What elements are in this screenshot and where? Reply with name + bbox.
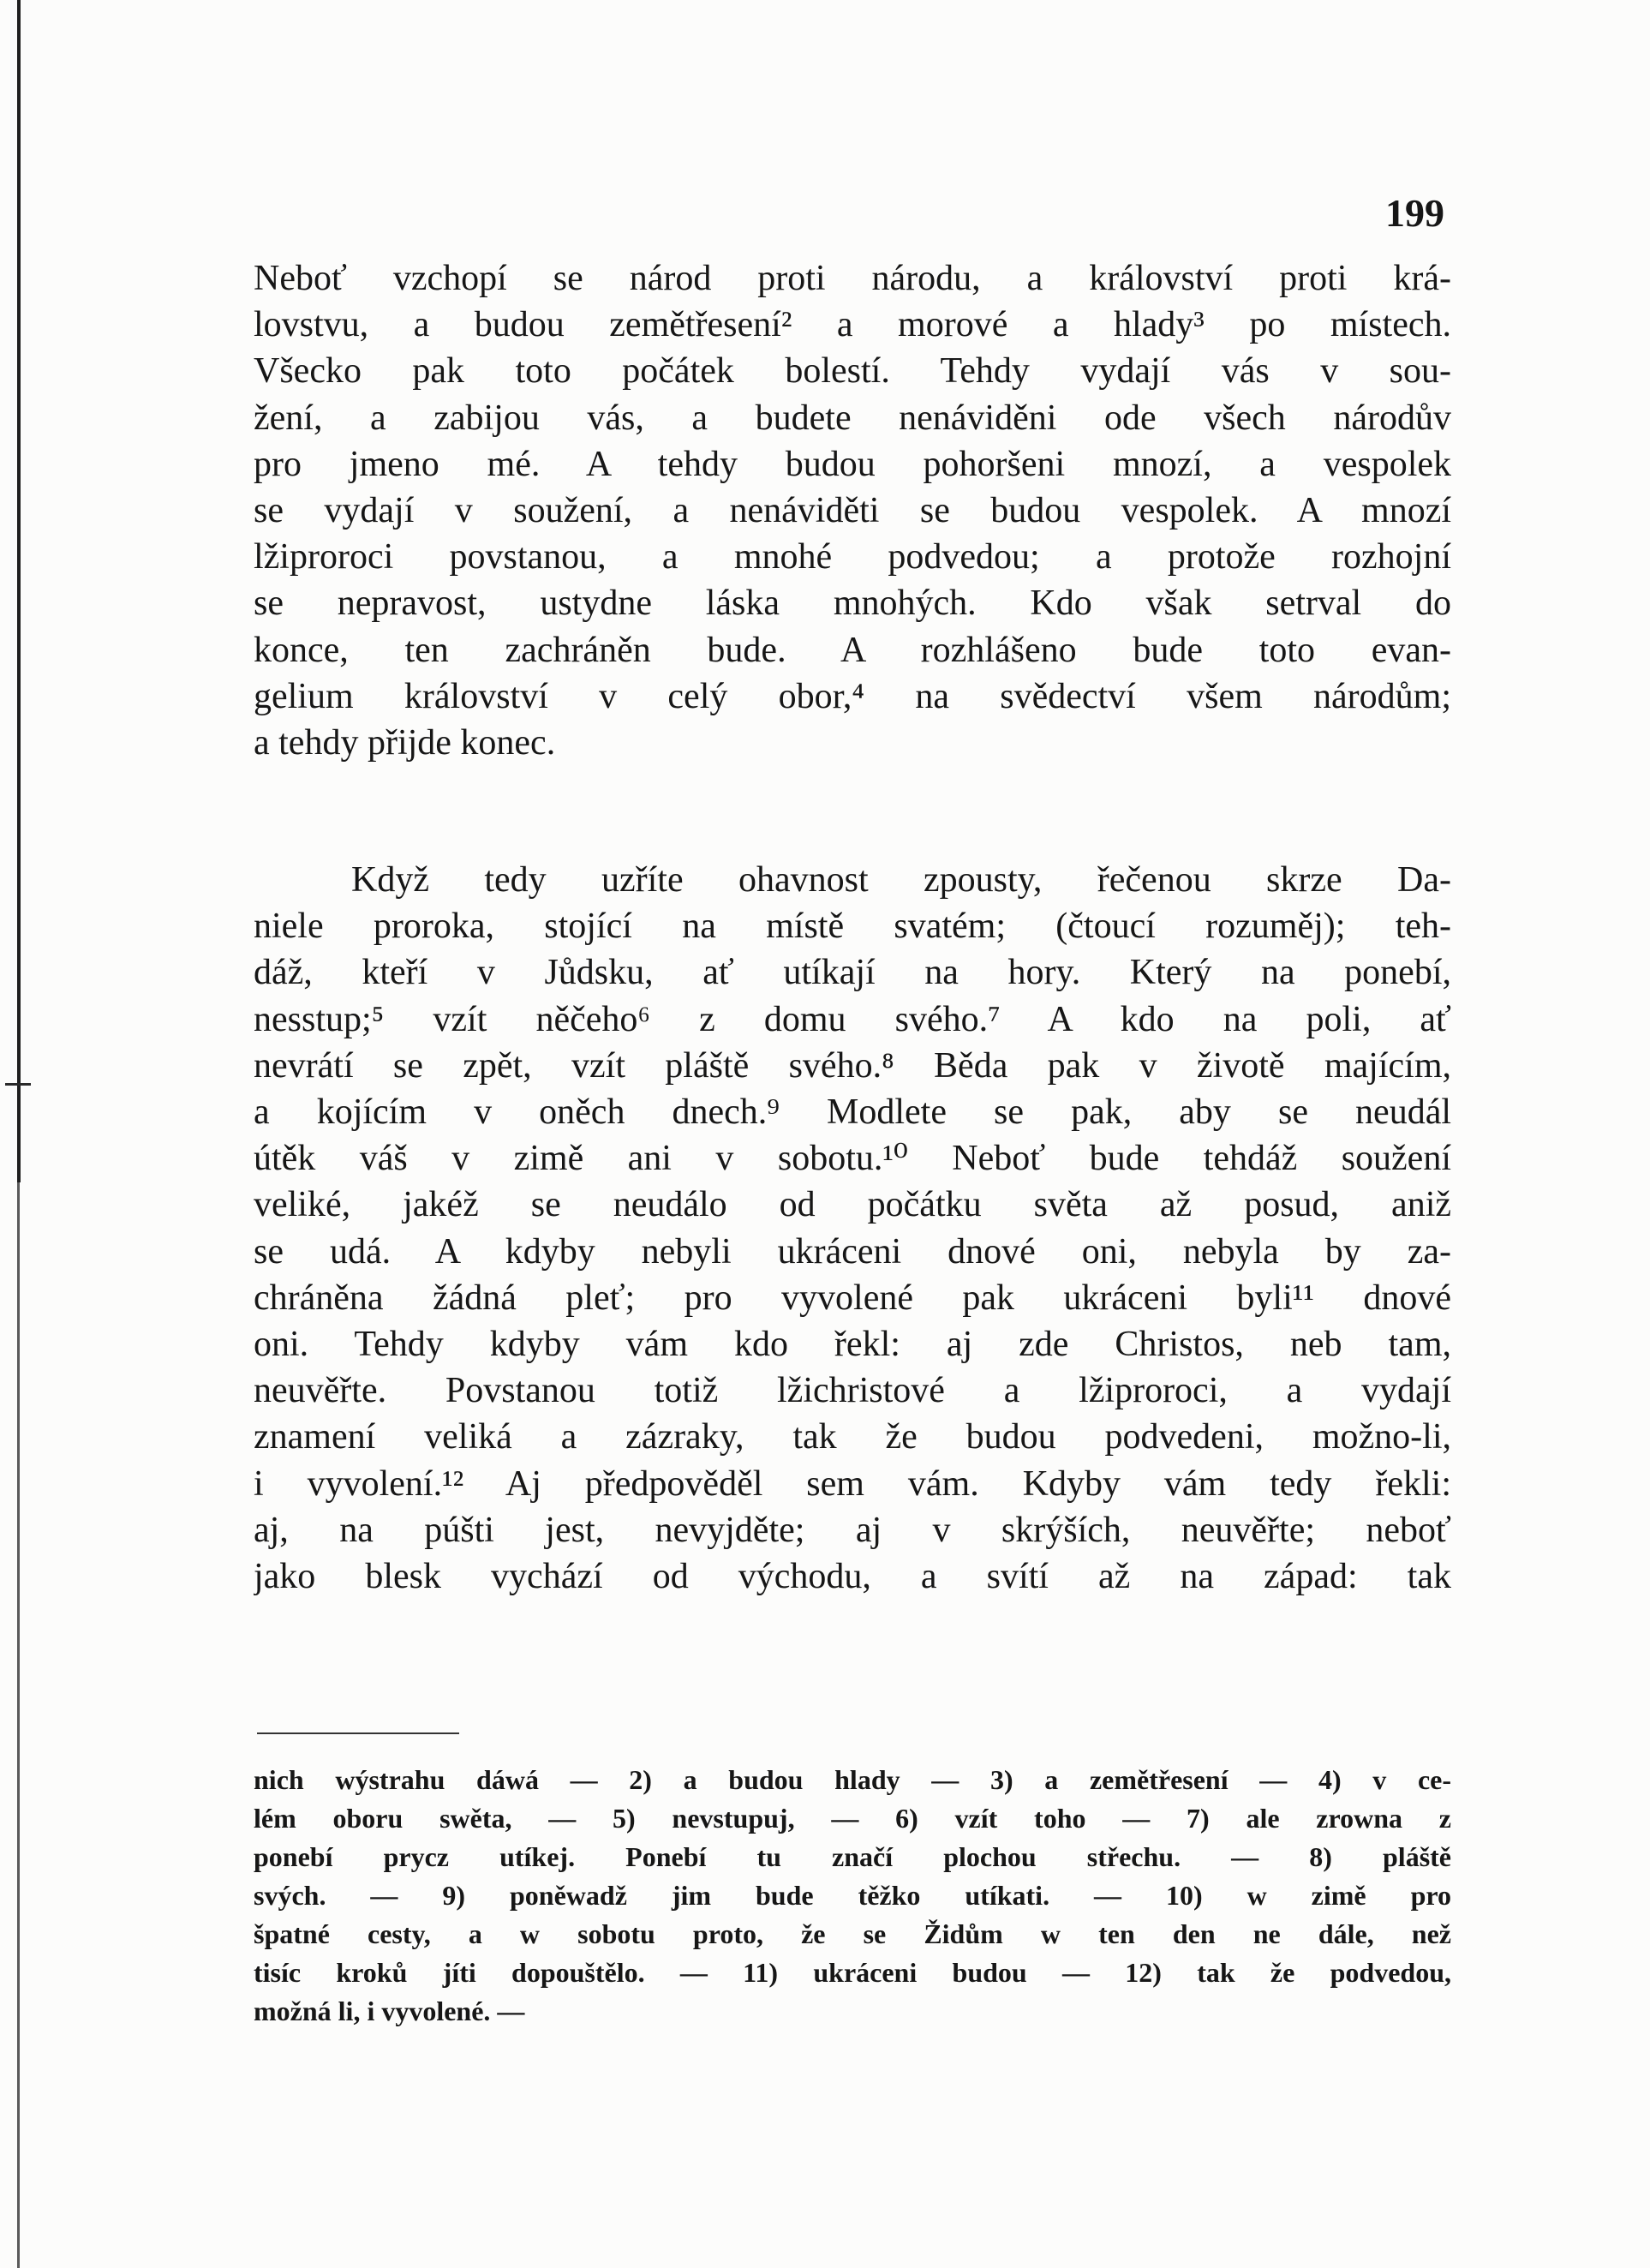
- text-line: se nepravost, ustydne láska mnohých. Kdo však setrval do: [254, 583, 1451, 624]
- binding-edge-tick: [5, 1083, 31, 1086]
- binding-edge-line-lower: [17, 1182, 20, 2268]
- text-line: Všecko pak toto počátek bolestí. Tehdy vydají vás v sou-: [254, 351, 1451, 392]
- text-line: a kojícím v oněch dnech.⁹ Modlete se pak, aby se neudál: [254, 1092, 1451, 1133]
- text-line: se udá. A kdyby nebyli ukráceni dnové oni, nebyla by za-: [254, 1231, 1451, 1272]
- text-line: a tehdy přijde konec.: [254, 723, 556, 763]
- text-line: dáž, kteří v Jůdsku, ať utíkají na hory. Který na ponebí,: [254, 953, 1451, 993]
- text-line: nevrátí se zpět, vzít pláště svého.⁸ Běda pak v životě majícím,: [254, 1045, 1451, 1086]
- text-line: i vyvolení.¹² Aj předpověděl sem vám. Kdyby vám tedy řekli:: [254, 1463, 1451, 1504]
- footnotes: [254, 1761, 1451, 2031]
- text-line: znamení veliká a zázraky, tak že budou podvedeni, možno-li,: [254, 1417, 1451, 1457]
- binding-edge-line: [17, 0, 21, 1182]
- paragraph-2: [254, 857, 1451, 1600]
- footnote-separator: [257, 1732, 459, 1734]
- footnote-line: možná li, i vyvolené. —: [254, 1996, 525, 2026]
- footnote-line: svých. — 9) poněwadž jim bude těžko utíkati. — 10) w zimě pro: [254, 1880, 1451, 1911]
- paragraph-1: [254, 255, 1451, 766]
- page-number: 199: [1385, 191, 1444, 235]
- text-line: lovstvu, a budou zemětřesení² a morové a hlady³ po místech.: [254, 305, 1451, 345]
- footnote-line: špatné cesty, a w sobotu proto, že se Židům w ten den ne dále, než: [254, 1918, 1451, 1949]
- text-line: žení, a zabijou vás, a budete nenáviděni ode všech národův: [254, 398, 1451, 438]
- footnote-line: nich wýstrahu dáwá — 2) a budou hlady — 3) a zemětřesení — 4) v ce-: [254, 1764, 1451, 1795]
- text-line: nesstup;⁵ vzít něčeho⁶ z domu svého.⁷ A kdo na poli, ať: [254, 999, 1451, 1039]
- footnote-line: ponebí prycz utíkej. Ponebí tu značí plochou střechu. — 8) pláště: [254, 1841, 1451, 1872]
- text-line: lžiproroci povstanou, a mnohé podvedou; a protože rozhojní: [254, 537, 1451, 577]
- text-line: konce, ten zachráněn bude. A rozhlášeno bude toto evan-: [254, 630, 1451, 670]
- text-line: útěk váš v zimě ani v sobotu.¹⁰ Neboť bude tehdáž soužení: [254, 1139, 1451, 1179]
- text-line: pro jmeno mé. A tehdy budou pohoršeni mnozí, a vespolek: [254, 444, 1451, 484]
- text-line: aj, na púšti jest, nevyjděte; aj v skrýších, neuvěřte; neboť: [254, 1510, 1451, 1550]
- text-line: chráněna žádná pleť; pro vyvolené pak ukráceni byli¹¹ dnové: [254, 1278, 1451, 1318]
- text-line: Když tedy uzříte ohavnost zpousty, řečenou skrze Da-: [351, 860, 1451, 900]
- text-line: veliké, jakéž se neudálo od počátku světa až posud, aniž: [254, 1185, 1451, 1225]
- footnote-line: lém oboru swěta, — 5) nevstupuj, — 6) vzít toho — 7) ale zrowna z: [254, 1803, 1451, 1834]
- text-line: neuvěřte. Povstanou totiž lžichristové a lžiproroci, a vydají: [254, 1371, 1451, 1411]
- text-line: oni. Tehdy kdyby vám kdo řekl: aj zde Christos, neb tam,: [254, 1325, 1451, 1365]
- text-line: Neboť vzchopí se národ proti národu, a království proti krá-: [254, 259, 1451, 298]
- text-line: se vydají v soužení, a nenáviděti se budou vespolek. A mnozí: [254, 491, 1451, 531]
- text-line: niele proroka, stojící na místě svatém; (čtoucí rozuměj); teh-: [254, 907, 1451, 947]
- text-line: gelium království v celý obor,⁴ na svědectví všem národům;: [254, 676, 1451, 716]
- footnote-line: tisíc kroků jíti dopouštělo. — 11) ukráceni budou — 12) tak že podvedou,: [254, 1957, 1451, 1988]
- text-line: jako blesk vychází od východu, a svítí až na západ: tak: [254, 1557, 1451, 1597]
